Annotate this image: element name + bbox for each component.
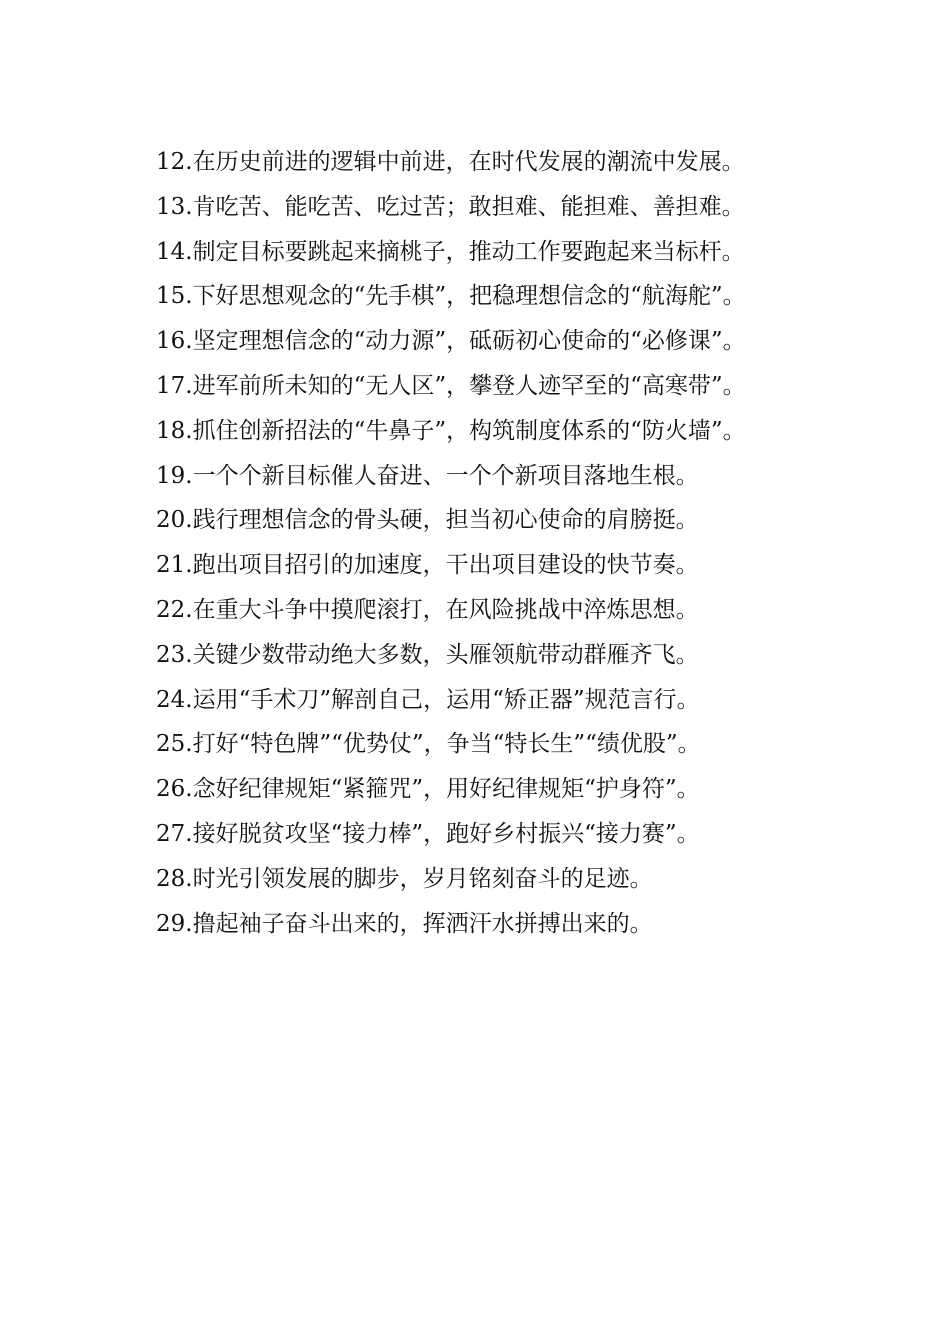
list-item: 25.打好“特色牌”“优势仗”，争当“特长生”“绩优股”。 — [156, 731, 701, 758]
list-item: 26.念好纪律规矩“紧箍咒”，用好纪律规矩“护身符”。 — [156, 776, 700, 803]
phrase-list — [118, 140, 824, 946]
list-item: 14.制定目标要跳起来摘桃子，推动工作要跑起来当标杆。 — [156, 238, 745, 265]
list-item: 18.抓住创新招法的“牛鼻子”，构筑制度体系的“防火墙”。 — [156, 417, 746, 444]
list-item: 13.肯吃苦、能吃苦、吃过苦；敢担难、能担难、善担难。 — [156, 193, 745, 220]
list-item: 22.在重大斗争中摸爬滚打，在风险挑战中淬炼思想。 — [156, 596, 699, 623]
list-item: 17.进军前所未知的“无人区”，攀登人迹罕至的“高寒带”。 — [156, 372, 746, 399]
list-item: 21.跑出项目招引的加速度，干出项目建设的快节奏。 — [156, 552, 699, 579]
list-item: 24.运用“手术刀”解剖自己，运用“矫正器”规范言行。 — [156, 686, 700, 713]
list-item: 28.时光引领发展的脚步，岁月铭刻奋斗的足迹。 — [156, 865, 653, 892]
list-item: 12.在历史前进的逻辑中前进，在时代发展的潮流中发展。 — [156, 149, 745, 175]
list-item: 16.坚定理想信念的“动力源”，砥砺初心使命的“必修课”。 — [156, 328, 746, 355]
list-item: 19.一个个新目标催人奋进、一个个新项目落地生根。 — [156, 462, 699, 489]
list-item: 15.下好思想观念的“先手棋”，把稳理想信念的“航海舵”。 — [156, 283, 746, 310]
list-item: 20.践行理想信念的骨头硬，担当初心使命的肩膀挺。 — [156, 507, 699, 534]
list-item: 29.撸起袖子奋斗出来的，挥洒汗水拼搏出来的。 — [156, 910, 653, 937]
list-item: 27.接好脱贫攻坚“接力棒”，跑好乡村振兴“接力赛”。 — [156, 820, 700, 847]
list-item: 23.关键少数带动绝大多数，头雁领航带动群雁齐飞。 — [156, 641, 699, 668]
